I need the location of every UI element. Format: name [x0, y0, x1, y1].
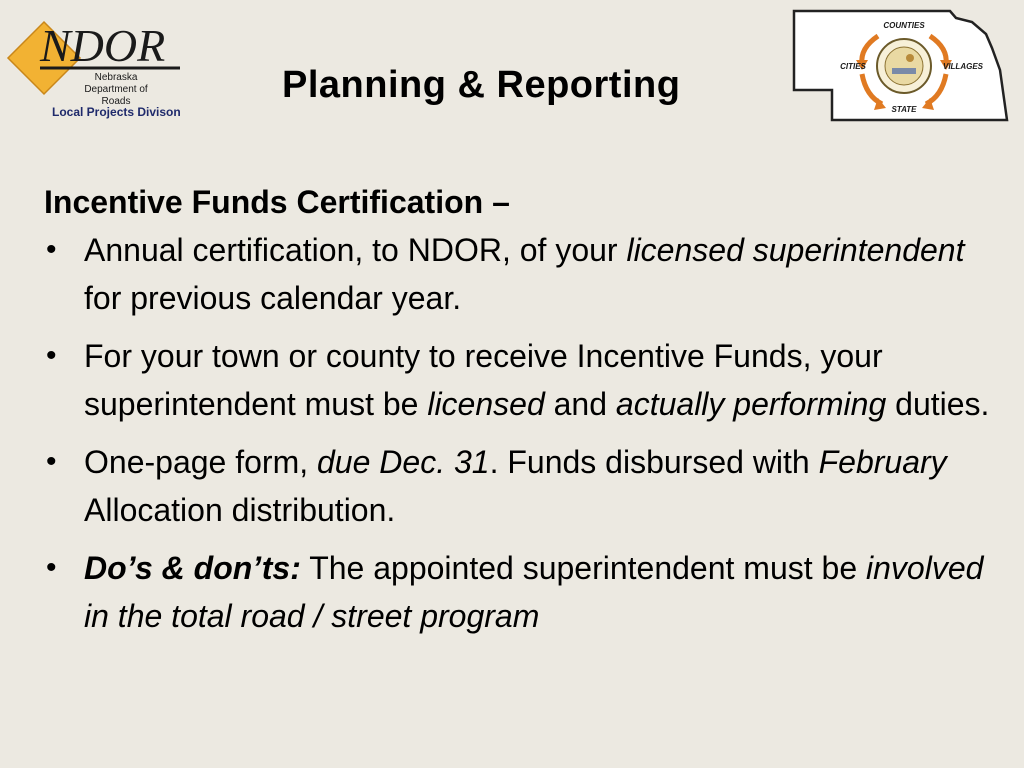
list-item	[44, 226, 994, 322]
bullet-list	[44, 226, 994, 640]
bullet-emphasis: due Dec. 31	[317, 444, 490, 480]
slide-title: Planning & Reporting	[282, 64, 681, 106]
bullet-text: duties.	[886, 386, 990, 422]
logo-sub-department: Department of Roads	[84, 84, 148, 107]
bullet-text: One-page form,	[84, 444, 317, 480]
map-label-counties: COUNTIES	[883, 21, 925, 30]
bullet-text: for previous calendar year.	[84, 280, 462, 316]
bullet-text: and	[544, 386, 616, 422]
bullet-emphasis: licensed	[427, 386, 545, 422]
bullet-text: Allocation distribution.	[84, 492, 396, 528]
bullet-text: Annual certification, to NDOR, of your	[84, 232, 627, 268]
bullet-text: For your town or county to receive Incentive Funds, your superintendent must be	[84, 338, 883, 422]
bullet-emphasis: licensed superintendent	[626, 232, 965, 268]
bullet-emphasis: actually performing	[615, 386, 887, 422]
list-item	[44, 332, 994, 428]
nebraska-map-icon	[786, 8, 1012, 124]
map-label-cities: CITIES	[840, 62, 866, 71]
map-label-villages: VILLAGES	[942, 62, 984, 71]
bullet-text: The appointed superintendent must be	[300, 550, 867, 586]
division-label: Local Projects Divison	[52, 105, 181, 119]
list-item	[44, 438, 994, 534]
bullet-text: . Funds disbursed with	[489, 444, 819, 480]
bullet-icon: •	[46, 551, 57, 584]
section-subtitle: Incentive Funds Certification –	[44, 184, 510, 220]
map-label-state: STATE	[891, 105, 917, 114]
list-item	[44, 544, 994, 640]
bullet-emphasis: involved in the total road / street program	[84, 550, 984, 634]
bullet-emphasis: February	[818, 444, 947, 480]
logo-sub-nebraska: Nebraska	[94, 72, 138, 83]
logo-text: NDOR	[40, 20, 166, 71]
bullet-icon: •	[46, 445, 57, 478]
slide-content	[44, 180, 994, 650]
bullet-heading: Do’s & don’ts:	[84, 550, 301, 586]
bullet-icon: •	[46, 339, 57, 372]
bullet-icon: •	[46, 233, 57, 266]
